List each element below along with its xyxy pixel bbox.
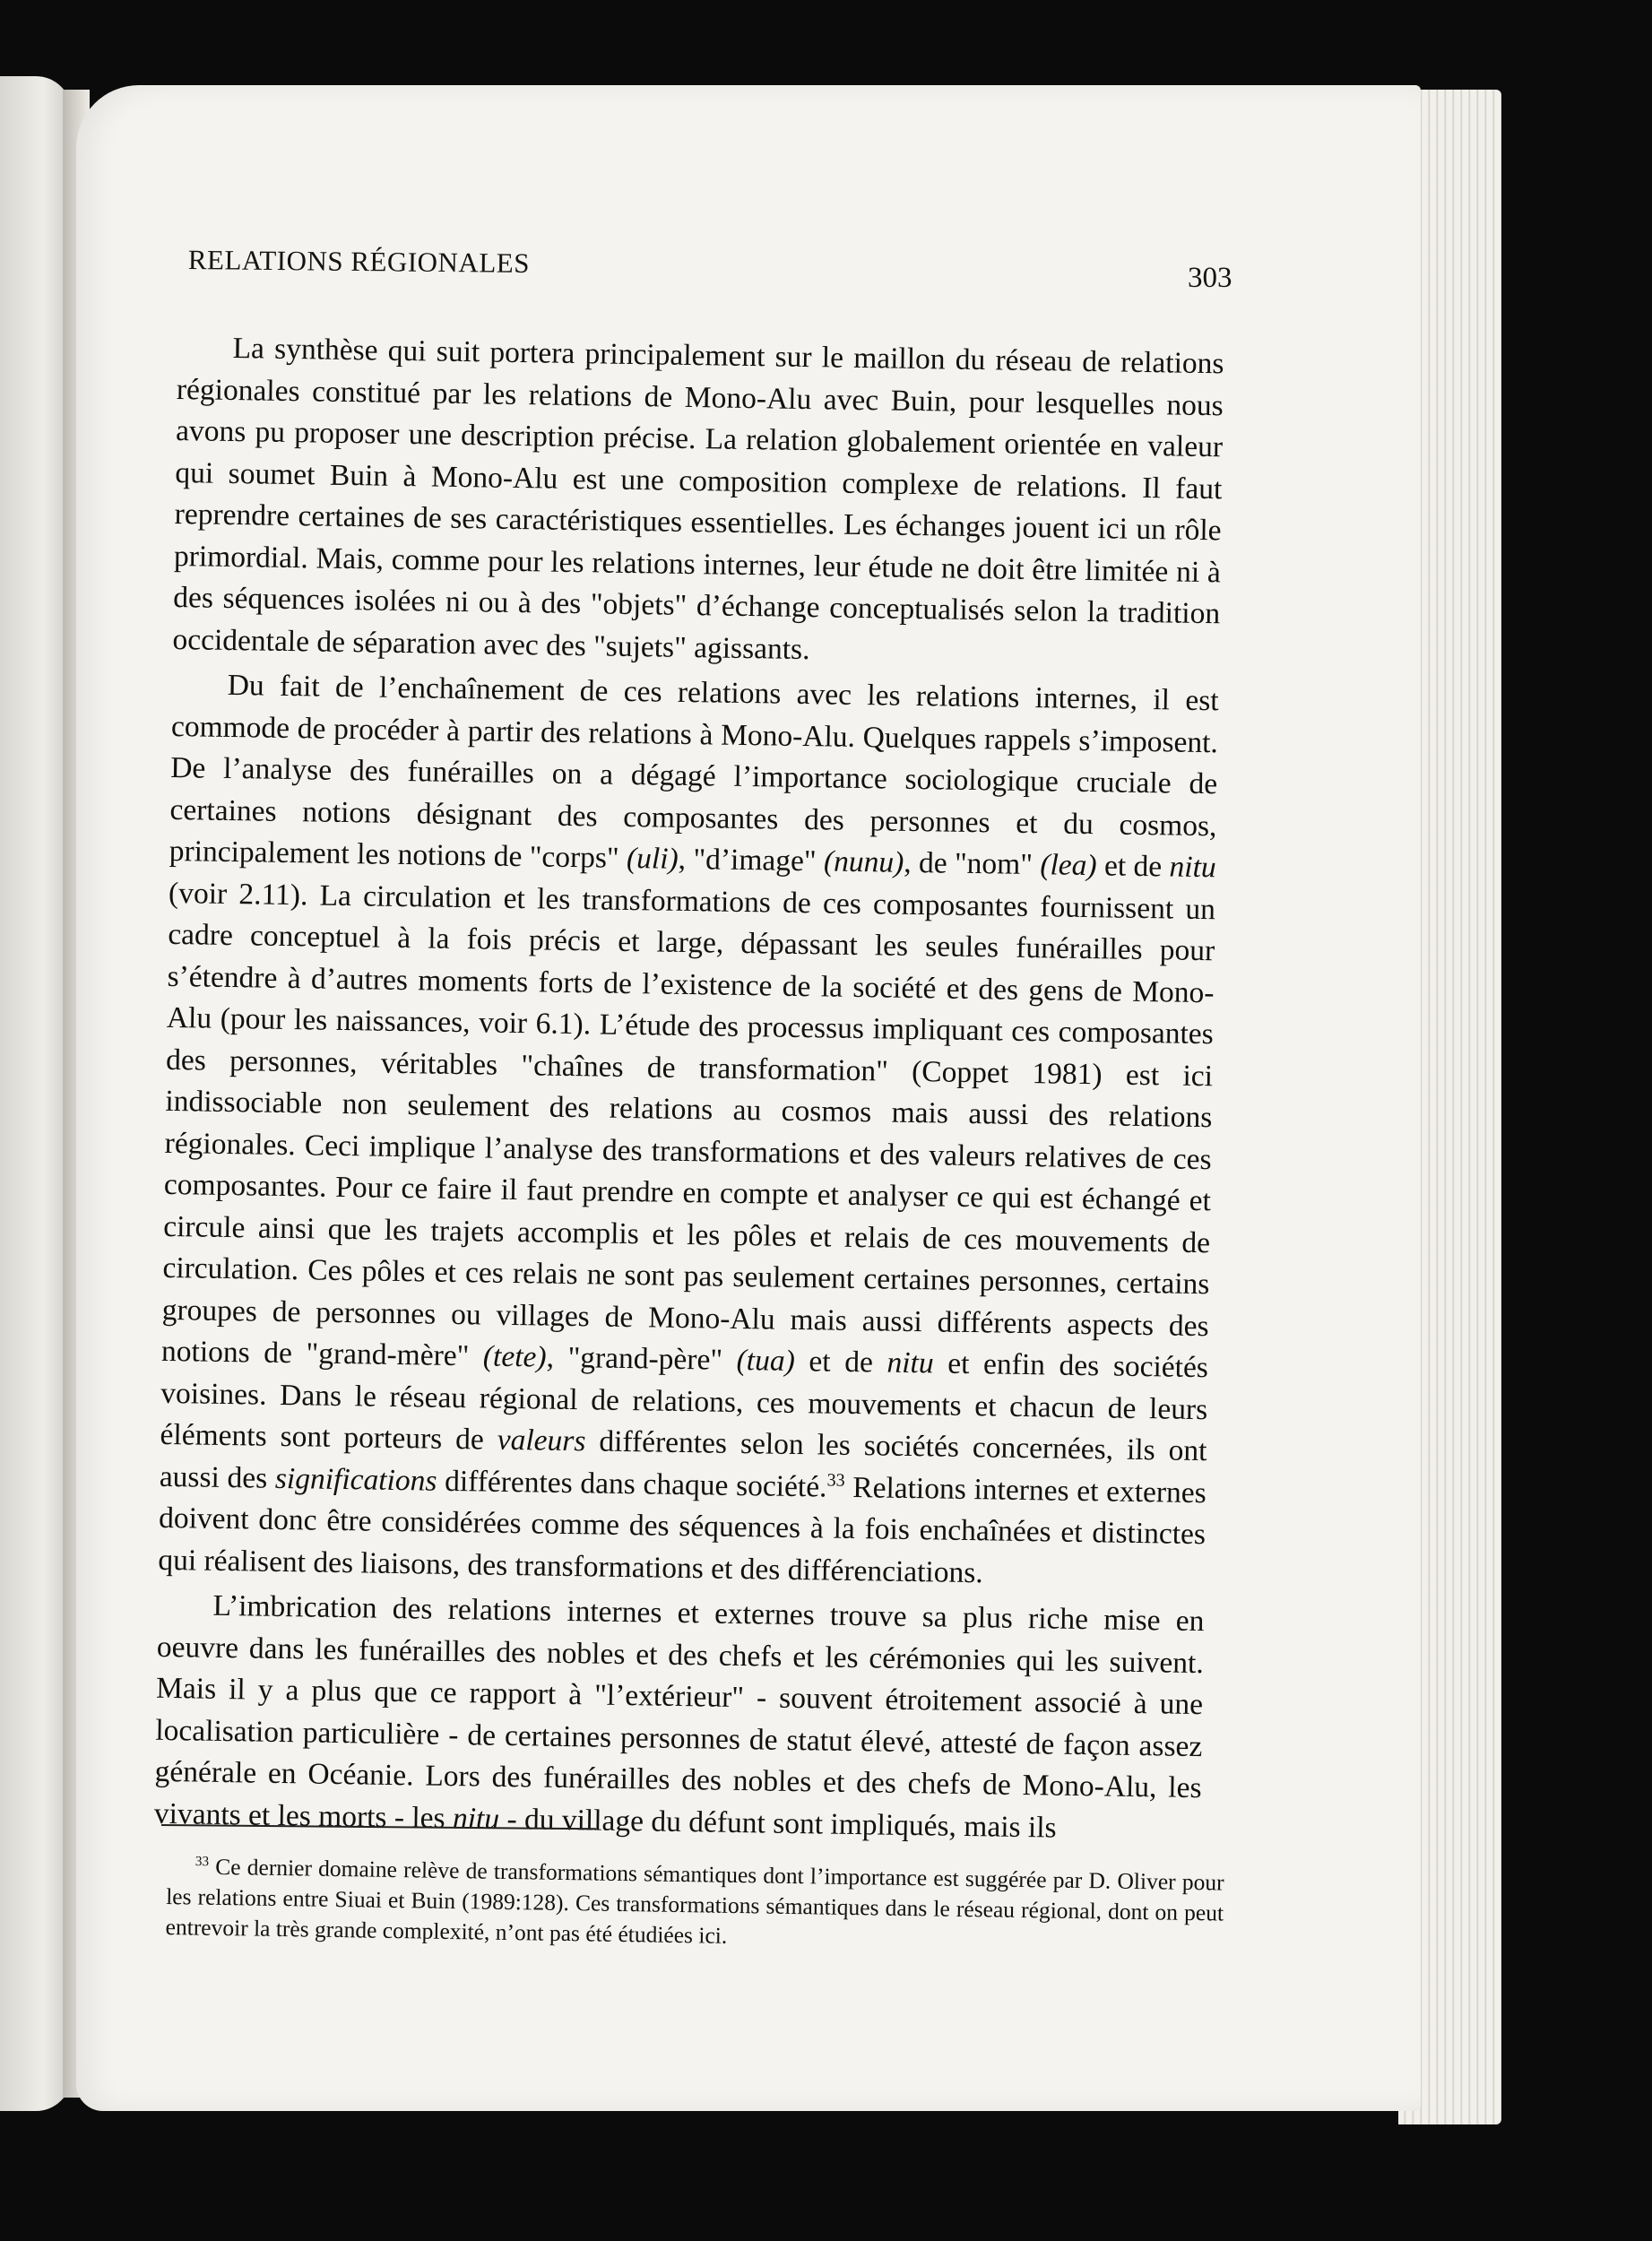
text-run: La synthèse qui suit portera principalement sur le maillon du réseau de relations régionales constitué par les relations de Mono-Alu avec Buin, pour lesquelles nous avons pu proposer une description précise. La relation globalement orientée en valeur qui soumet Buin à Mono-Alu est une composition complexe de relations. Il faut reprendre certaines de ses caractéristiques essentielles. Les échanges jouent ici un rôle primordial. Mais, comme pour les relations internes, leur étude ne doit être limitée ni à des séquences isolées ni ou à des "objets" d’échange conceptualisés selon la tradition occidentale de séparation avec des "sujets" agissants. (172, 331, 1224, 666)
text-run: , de "nom" (903, 845, 1041, 882)
italic-term: nitu (1169, 850, 1216, 885)
text-run: L’imbrication des relations internes et externes trouve sa plus riche mise en oeuvre dans les funérailles des nobles et des chefs et les cérémonies qui les suivent. Mais il y a plus que ce rapport à "l’extérieur" - souvent étroitement associé à une localisation particulière - de certaines personnes de statut élevé, attesté de façon assez générale en Océanie. Lors des funérailles des nobles et des chefs de Mono-Alu, les vivants et les morts - les (153, 1588, 1205, 1835)
text-run: Relations internes et externes doivent donc être considérées comme des séquences à la fois enchaînées et distinctes qui réalisent des liaisons, des transformations et des différenciations. (158, 1470, 1207, 1589)
italic-term: valeurs (497, 1423, 586, 1458)
text-run: et de (794, 1344, 887, 1380)
footnote-text (165, 1851, 1224, 1960)
running-title: RELATIONS RÉGIONALES (187, 244, 531, 279)
italic-term: nitu (887, 1345, 934, 1380)
text-run: et enfin des sociétés voisines. Dans le réseau régional de relations, ces mouvements et chacun de leurs éléments sont porteurs de (160, 1346, 1209, 1457)
paragraph (172, 327, 1224, 677)
text-run: Du fait de l’enchaînement de ces relations avec les relations internes, il est commode de procéder à partir des relations à Mono-Alu. Quelques rappels s’imposent. De l’analyse des funérailles on a dégagé l’importance sociologique cruciale de certaines notions désignant des composantes des personnes et du cosmos, principalement les notions de "corps" (169, 668, 1219, 875)
text-run: et de (1096, 849, 1170, 884)
paragraph (154, 1585, 1205, 1851)
paragraph (158, 664, 1219, 1597)
italic-term: significations (274, 1461, 437, 1498)
text-run: différentes dans chaque société. (437, 1464, 827, 1504)
italic-term: (lea) (1040, 848, 1097, 883)
italic-term: (nunu) (823, 844, 904, 879)
previous-page-edge (0, 76, 72, 2111)
footnote-ref: 33 (195, 1854, 210, 1870)
text-run: , "d’image" (678, 842, 825, 878)
page-number: 303 (1188, 262, 1233, 294)
text-run: différentes selon les sociétés concernées, ils ont aussi des (159, 1424, 1207, 1495)
italic-term: nitu (452, 1801, 500, 1836)
italic-term: (tete) (482, 1339, 547, 1374)
text-run: - du village du défunt sont impliqués, mais ils (498, 1802, 1057, 1845)
text-run: (voir 2.11). La circulation et les transformations de ces composantes fournissent un cadre conceptuel à la fois précis et large, dépassant les seules funérailles pour s’étendre à d’autres moments forts de l’existence de la société et des gens de Mono-Alu (pour les naissances, voir 6.1). L’étude des processus impliquant ces composantes des personnes, véritables "chaînes de transformation" (Coppet 1981) est ici indissociable non seulement des relations au cosmos mais aussi des relations régionales. Ceci implique l’analyse des transformations et des valeurs relatives de ces composantes. Pour ce faire il faut prendre en compte et analyser ce qui est échangé et circule ainsi que les trajets accomplis et les pôles et relais de ces mouvements de circulation. Ces pôles et ces relais ne sont pas seulement certaines personnes, certains groupes de personnes ou villages de Mono-Alu mais aussi différents aspects des notions de "grand-mère" (160, 876, 1216, 1373)
italic-term: (tua) (736, 1343, 796, 1378)
text-run: , "grand-père" (546, 1340, 737, 1377)
footnote (165, 1851, 1224, 1960)
italic-term: (uli) (626, 841, 679, 876)
footnote-ref: 33 (826, 1469, 845, 1491)
body-text (154, 327, 1224, 1851)
text-run: Ce dernier domaine relève de transformations sémantiques dont l’importance est suggérée par D. Oliver pour les relations entre Siuai et Buin (1989:128). Ces transformations sémantiques dans le réseau régional, dont on peut entrevoir la très grande complexité, n’ont pas été étudiées ici. (165, 1853, 1224, 1949)
